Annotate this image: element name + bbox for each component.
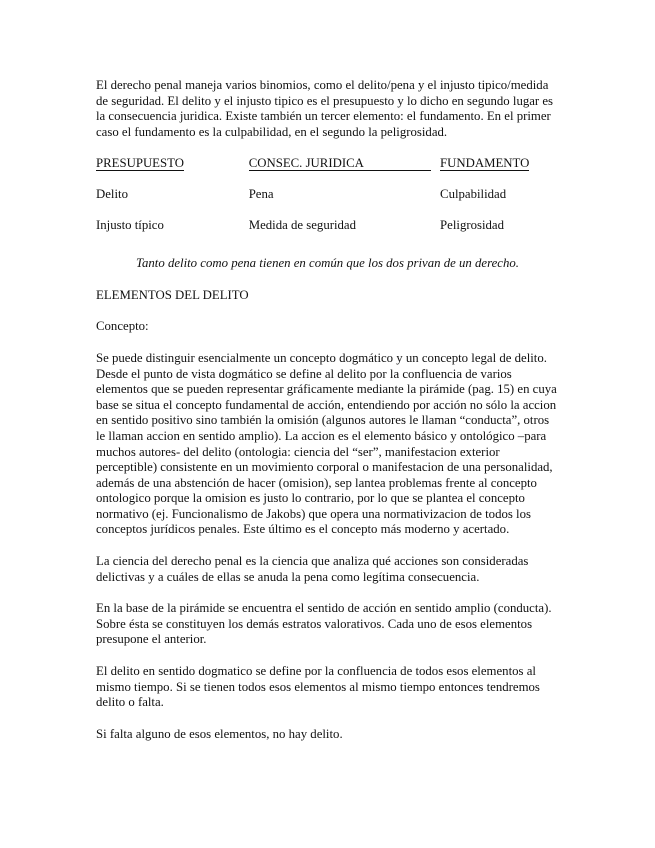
table-cell: Culpabilidad	[440, 186, 507, 201]
text-line: muchos autores- del delito (ontologia: ciencia del “ser”, manifestacion exterior	[96, 444, 500, 459]
text-line: normativo (ej. Funcionalismo de Jakobs) que opera una normativizacion de todos los	[96, 506, 531, 521]
table-cell: Medida de seguridad	[248, 217, 357, 232]
text-line: Sobre ésta se constituyen los demás estratos valorativos. Cada uno de esos elementos	[96, 616, 533, 631]
text-line: Si falta alguno de esos elementos, no hay delito.	[96, 726, 343, 741]
text-line: Se puede distinguir esencialmente un concepto dogmático y un concepto legal de delito.	[96, 350, 547, 365]
ciencia-paragraph	[96, 554, 559, 585]
text-line: ontologico porque la omision es justo lo contrario, por lo que se plantea el concepto	[96, 491, 525, 506]
section-title: ELEMENTOS DEL DELITO	[96, 287, 249, 302]
text-line: perceptible) consistente en un movimiento corporal o manifestacion de una personalidad,	[96, 460, 553, 475]
piramide-paragraph	[96, 601, 559, 648]
text-line: Desde el punto de vista dogmático se define al delito por la confluencia de varios	[96, 366, 512, 381]
concept-paragraph	[96, 351, 559, 538]
intro-paragraph	[96, 78, 559, 140]
concept-label: Concepto:	[96, 319, 149, 334]
text-line: en sentido positivo sino también la omisión (algunos autores le llaman “conducta”, otros	[96, 413, 550, 428]
table-cell: Pena	[248, 186, 274, 201]
table-row	[96, 218, 559, 234]
text-line: En la base de la pirámide se encuentra el sentido de acción en sentido amplio (conducta).	[96, 601, 552, 616]
text-line: El delito en sentido dogmatico se define por la confluencia de todos esos elementos al	[96, 664, 536, 679]
table-cell: Peligrosidad	[440, 217, 505, 232]
table-cell: Delito	[96, 186, 128, 201]
text-line: El derecho penal maneja varios binomios, como el delito/pena y el injusto tipico/medida	[96, 78, 549, 92]
text-line: de seguridad. El delito y el injusto tipico es el presupuesto y lo dicho en segundo lugar es	[96, 93, 554, 108]
table-header-row	[96, 156, 559, 172]
conclusion-paragraph	[96, 727, 559, 743]
table-row	[96, 187, 559, 203]
text-line: mismo tiempo. Si se tienen todos esos elementos al mismo tiempo entonces tendremos	[96, 679, 540, 694]
italic-quote: Tanto delito como pena tienen en común que los dos privan de un derecho.	[136, 256, 519, 271]
text-line: base se situa el concepto fundamental de acción, entendiendo por acción no sólo la accion	[96, 397, 557, 412]
text-line: presupone el anterior.	[96, 632, 207, 647]
text-line: le llaman accion en sentido amplio). La accion es el elemento básico y ontológico –para	[96, 428, 547, 443]
dogmatico-paragraph	[96, 664, 559, 711]
text-line: delictivas y a cuáles de ellas se anuda la pena como legítima consecuencia.	[96, 569, 480, 584]
text-line: delito o falta.	[96, 695, 164, 710]
text-line: conceptos jurídicos penales. Este último es el concepto más moderno y acertado.	[96, 522, 510, 537]
text-line: elementos que se pueden representar gráficamente mediante la pirámide (pag. 15) en cuya	[96, 382, 557, 397]
header-fundamento: FUNDAMENTO	[440, 156, 530, 171]
header-presupuesto: PRESUPUESTO	[96, 156, 184, 171]
text-line: además de una abstención de hacer (omision), sep lantea problemas frente al concepto	[96, 475, 537, 490]
text-line: La ciencia del derecho penal es la ciencia que analiza qué acciones son consideradas	[96, 554, 529, 569]
text-line: la consecuencia juridica. Existe también un tercer elemento: el fundamento. En el primer	[96, 109, 551, 124]
text-line: caso el fundamento es la culpabilidad, en el segundo la peligrosidad.	[96, 124, 448, 139]
table-cell: Injusto típico	[96, 217, 164, 232]
header-consec-juridica: CONSEC. JURIDICA	[249, 156, 431, 171]
binomios-table	[96, 156, 559, 233]
